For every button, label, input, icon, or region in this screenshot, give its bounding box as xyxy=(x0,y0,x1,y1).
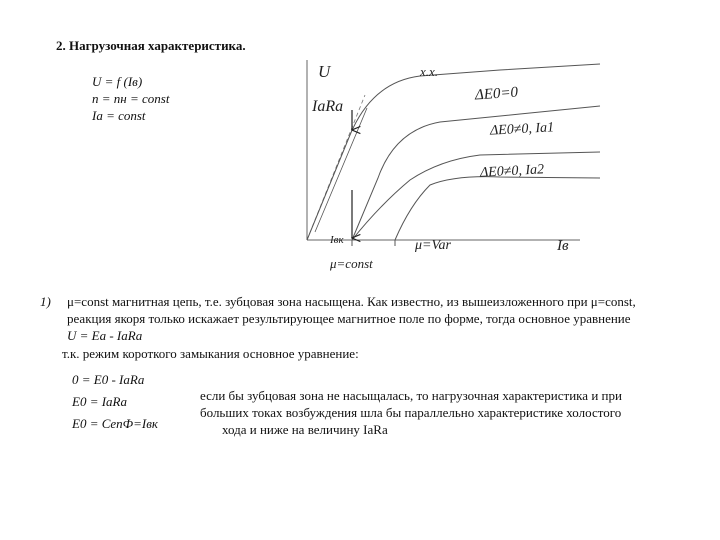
paragraph-line-4: т.к. режим короткого замыкания основное уравнение: xyxy=(62,346,359,361)
note-line-3: хода и ниже на величину IаRа xyxy=(222,422,388,437)
equation-1: 0 = E0 - IаRа xyxy=(72,372,145,387)
linear-line xyxy=(315,108,367,232)
section-title: 2. Нагрузочная характеристика. xyxy=(56,38,246,53)
no-load-curve xyxy=(307,64,600,240)
equation-2: E0 = IаRа xyxy=(72,394,127,409)
mu-const-label: μ=const xyxy=(330,256,373,271)
ira-label: IaRa xyxy=(312,98,344,115)
load-curve-3 xyxy=(395,177,600,240)
condition-current: Iа = const xyxy=(92,108,146,123)
mu-var-label: μ=Var xyxy=(415,238,451,253)
y-axis-label: U xyxy=(318,62,331,81)
x-axis-label: Iв xyxy=(557,238,569,254)
ivk-label: Iвк xyxy=(330,234,344,246)
condition-speed: n = nн = const xyxy=(92,91,170,106)
equation-3: E0 = CеnФ=Iвк xyxy=(72,416,158,431)
note-line-2: больших токах возбуждения шла бы параллельно характеристике холостого xyxy=(200,405,622,420)
note-line-1: если бы зубцовая зона не насыщалась, то нагрузочная характеристика и при xyxy=(200,388,622,403)
curve2-label: ΔE0≠0, Ia1 xyxy=(489,120,555,139)
paragraph-line-2: реакция якоря только искажает результирующее магнитное поле по форме, тогда основное уравнение xyxy=(67,311,631,326)
curve1-label: ΔE0=0 xyxy=(474,84,519,104)
curve3-label: ΔE0≠0, Ia2 xyxy=(479,162,545,181)
load-curve-2 xyxy=(352,152,600,240)
armature-equation: U = Eа - IаRа xyxy=(67,328,143,343)
item-number: 1) xyxy=(40,294,51,309)
no-load-label: х.х. xyxy=(420,64,439,79)
condition-function: U = f (Iв) xyxy=(92,74,143,89)
load-curve-1 xyxy=(352,106,600,240)
paragraph-line-1: μ=const магнитная цепь, т.е. зубцовая зона насыщена. Как известно, из вышеизложенного при μ=const, xyxy=(67,294,636,309)
